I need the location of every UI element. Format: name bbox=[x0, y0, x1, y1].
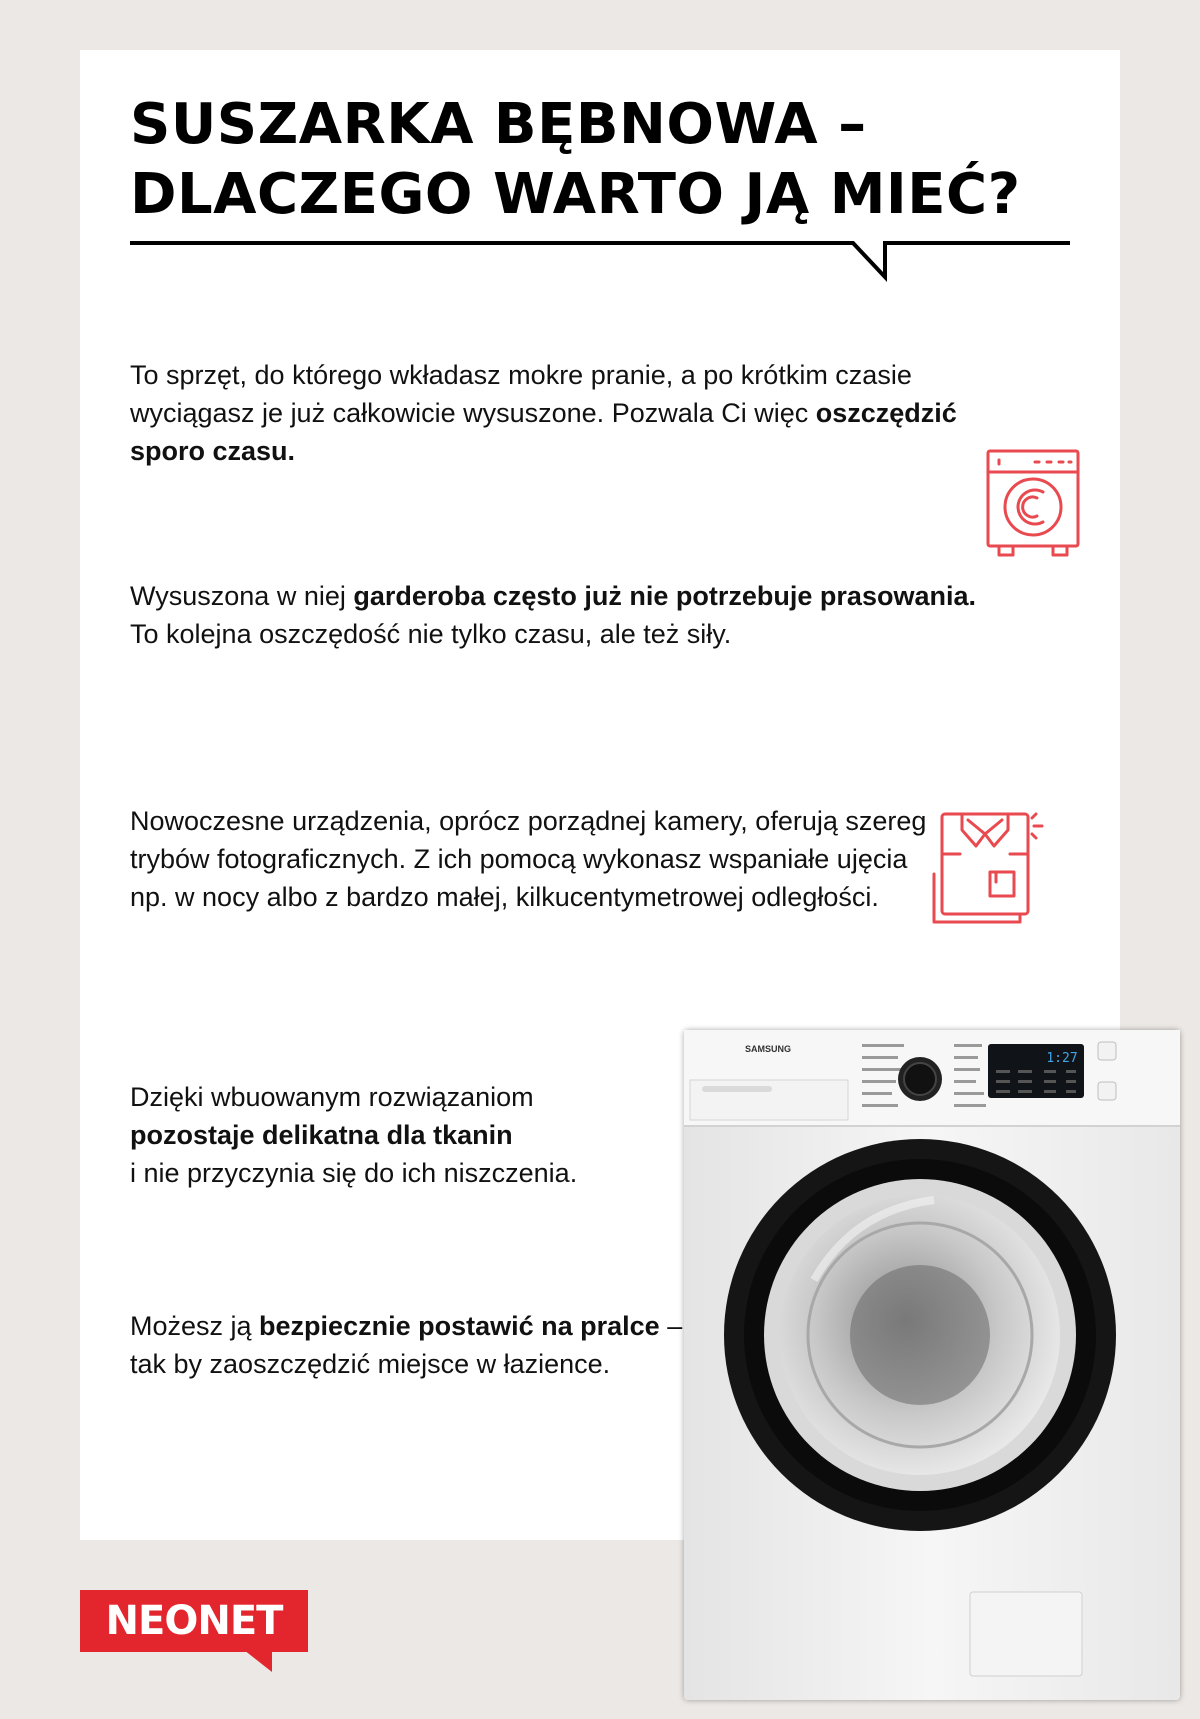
paragraph-time-saving bbox=[130, 356, 990, 470]
neonet-logo bbox=[80, 1590, 308, 1652]
paragraph-stacking bbox=[130, 1307, 690, 1383]
machine-display: 1:27 bbox=[1046, 1051, 1078, 1066]
p1-text: To sprzęt, do którego wkładasz mokre pranie, a po krótkim czasie wyciągasz je już całkowicie wysuszone. Pozwala Ci więc bbox=[130, 360, 912, 428]
logo-speech-tail bbox=[244, 1650, 274, 1674]
p2-bold: garderoba często już nie potrzebuje prasowania. bbox=[353, 581, 976, 611]
title-line-2: DLACZEGO WARTO JĄ MIEĆ? bbox=[130, 162, 1021, 227]
paragraph-no-ironing bbox=[130, 577, 990, 653]
p1-bold: oszczędzić sporo czasu. bbox=[130, 398, 957, 466]
p2-text-1: Wysuszona w niej bbox=[130, 581, 354, 611]
speech-bubble-underline bbox=[130, 232, 1090, 292]
paragraph-camera-modes bbox=[130, 802, 930, 916]
machine-brand: SAMSUNG bbox=[744, 1044, 792, 1054]
p4-text-1: Dzięki wbuowanym rozwiązaniom bbox=[130, 1082, 534, 1112]
p5-text-2: – tak by zaoszczędzić miejsce w łazience. bbox=[130, 1311, 683, 1379]
washing-machine-image bbox=[684, 1030, 1180, 1700]
p5-bold: bezpiecznie postawić na pralce bbox=[259, 1311, 660, 1341]
p4-bold: pozostaje delikatna dla tkanin bbox=[130, 1120, 513, 1150]
page-title bbox=[130, 90, 1021, 230]
dryer-icon bbox=[985, 448, 1081, 560]
p3-text: Nowoczesne urządzenia, oprócz porządnej kamery, oferują szereg trybów fotograficznych. Z ich pomocą wykonasz wspaniałe ujęcia np. w nocy albo z bardzo małej, kilkucentymetrowej odległości. bbox=[130, 806, 927, 912]
folded-shirt-icon bbox=[932, 812, 1048, 928]
p5-text-1: Możesz ją bbox=[130, 1311, 260, 1341]
title-line-1: SUSZARKA BĘBNOWA – bbox=[130, 92, 867, 157]
p2-text-2: To kolejna oszczędość nie tylko czasu, ale też siły. bbox=[130, 619, 732, 649]
p4-text-2: i nie przyczynia się do ich niszczenia. bbox=[130, 1158, 578, 1188]
logo-text: NEONET bbox=[105, 1598, 283, 1644]
paragraph-gentle-fabrics bbox=[130, 1078, 690, 1192]
washing-machine-drawing bbox=[684, 1030, 1180, 1700]
